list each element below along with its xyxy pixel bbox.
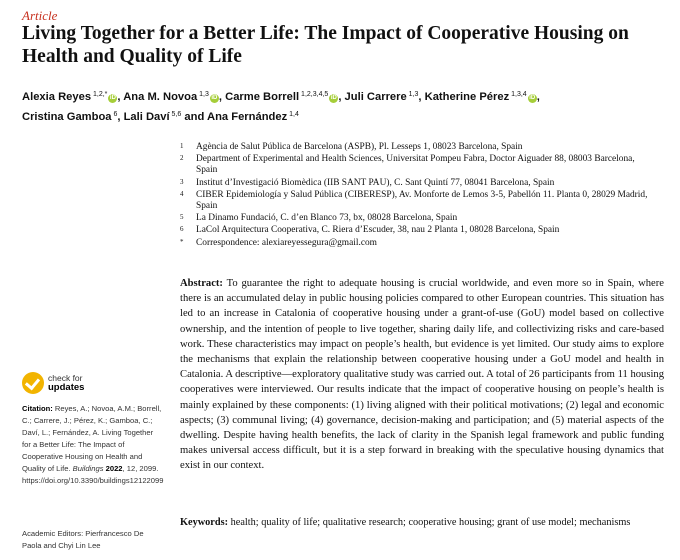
author-list xyxy=(22,86,662,126)
affiliation-number: 1 xyxy=(180,142,184,150)
affiliation-item xyxy=(180,178,650,189)
affiliation-text: LaCol Arquitectura Cooperativa, C. Riera d’Escuder, 38, nau 2 Planta 1, 08028 Barcelona, Spain xyxy=(196,225,560,236)
citation-block xyxy=(22,403,164,487)
author-separator: , xyxy=(117,111,124,123)
author-affiliation-marker: 1,3 xyxy=(406,91,419,98)
article-title: Living Together for a Better Life: The Impact of Cooperative Housing on Health and Quality of Life xyxy=(22,23,629,67)
check-updates-line2: updates xyxy=(48,382,85,393)
affiliation-text: La Dinamo Fundació, C. d’en Blanco 73, bx, 08028 Barcelona, Spain xyxy=(196,213,458,224)
orcid-icon[interactable]: iD xyxy=(330,95,337,101)
author-name: Lali Daví xyxy=(123,111,170,123)
affiliation-item xyxy=(180,225,650,236)
author-affiliation-marker: 5,6 xyxy=(169,111,182,118)
author-separator: , xyxy=(338,91,345,103)
affiliation-number: 5 xyxy=(180,213,184,222)
affiliation-text: Correspondence: alexiareyessegura@gmail.com xyxy=(196,237,377,248)
citation-text: Reyes, A.; Novoa, A.M.; Borrell, C.; Carrere, J.; Pérez, K.; Gamboa, C.; Daví, L.; Fernández, A. Living Together for a Better Life: The Impact of Cooperative Housing on Health and Quality of Life. xyxy=(22,404,162,473)
author-affiliation-marker: 1,3,4 xyxy=(509,91,527,98)
author-affiliation-marker: 1,3 xyxy=(197,91,209,98)
affiliation-item xyxy=(180,142,650,153)
affiliation-text: Institut d’Investigació Biomèdica (IIB SANT PAU), C. Sant Quintí 77, 08041 Barcelona, Spain xyxy=(196,177,555,188)
citation-journal: Buildings xyxy=(72,464,104,473)
author-affiliation-marker: 1,4 xyxy=(287,111,299,118)
author-separator: and xyxy=(181,111,207,123)
academic-editors: Academic Editors: Pierfrancesco De Paola and Chyi Lin Lee xyxy=(22,529,144,550)
author-separator: , xyxy=(117,91,124,103)
author-affiliation-marker: 1,2,* xyxy=(91,91,108,98)
affiliation-item xyxy=(180,238,650,249)
check-updates-text xyxy=(48,374,84,392)
affiliation-item xyxy=(180,190,650,212)
author-separator: , xyxy=(536,91,540,103)
affiliation-number: 4 xyxy=(180,189,184,198)
keywords-text: health; quality of life; qualitative research; cooperative housing; grant of use model; mechanisms xyxy=(230,517,631,528)
orcid-icon[interactable]: iD xyxy=(211,95,218,101)
keywords-section xyxy=(180,516,670,530)
citation-doi[interactable]: , 12, 2099. https://doi.org/10.3390/buildings12122099 xyxy=(22,464,164,485)
author-name: Juli Carrere xyxy=(344,91,407,103)
affiliation-number: 6 xyxy=(180,225,184,234)
check-updates-line1: check for xyxy=(48,373,83,383)
affiliation-number: 3 xyxy=(180,177,184,186)
article-type-label: Article xyxy=(22,8,58,23)
abstract-section xyxy=(180,276,664,474)
orcid-icon[interactable]: iD xyxy=(109,95,116,101)
author-name: Carme Borrell xyxy=(225,91,300,103)
author-affiliation-marker: 6 xyxy=(111,111,118,118)
author-name: Cristina Gamboa xyxy=(22,111,112,123)
abstract-label: Abstract: xyxy=(180,278,223,289)
citation-year: 2022 xyxy=(105,464,123,473)
author-separator: , xyxy=(418,91,425,103)
author-name: Ana M. Novoa xyxy=(123,91,198,103)
orcid-icon[interactable]: iD xyxy=(529,95,536,101)
check-updates-icon xyxy=(22,372,44,394)
keywords-label: Keywords: xyxy=(180,517,229,528)
affiliation-number: * xyxy=(180,237,184,246)
author-name: Ana Fernández xyxy=(207,111,288,123)
author-name: Alexia Reyes xyxy=(22,91,92,103)
citation-label: Citation: xyxy=(22,404,53,413)
affiliation-item xyxy=(180,154,650,176)
affiliation-text: Agència de Salut Pública de Barcelona (ASPB), Pl. Lesseps 1, 08023 Barcelona, Spain xyxy=(196,142,523,152)
check-for-updates-badge[interactable] xyxy=(22,372,84,394)
author-affiliation-marker: 1,2,3,4,5 xyxy=(299,91,329,98)
author-name: Katherine Pérez xyxy=(424,91,510,103)
author-separator: , xyxy=(218,91,226,103)
abstract-text: To guarantee the right to adequate housing is crucial worldwide, and even more so in Spain, where there is an accumulated delay in public housing policies compared to other European countries. This situation has led to an increase in Catalonia of cooperative housing under a grant-of-use (GoU) model based on collective ownership, and the intention of people to live together, sharing daily life, and collectivizing risks and care-based work. These characteristics may impact on people’s health, but evidence is yet limited. Our study aims to explore the mechanisms that explain the relationship between cooperative housing under a GoU model and health in Catalonia. A descriptive—exploratory qualitative study was carried out. A total of 26 participants from 11 housing cooperatives were interviewed. Our results indicate that the impact of cooperative housing on people’s health is mainly explained by these components: (1) living aligned with their political motivations; (2) legal and economic aspects; (3) communal living; (4) governance, decision-making and participation; and (5) material aspects of the dwelling. Despite having health benefits, the lack of clarity in the Spanish legal framework and public funding makes universal access difficult, but it is a step forward in breaking with the speculative housing dynamics that exist in our context. xyxy=(180,278,664,472)
affiliation-number: 2 xyxy=(180,154,184,163)
affiliation-list xyxy=(180,142,650,250)
affiliation-item xyxy=(180,213,650,224)
affiliation-text: CIBER Epidemiología y Salud Pública (CIBERESP), Av. Monforte de Lemos 3-5, Pabellón 11. Planta 0, 28029 Madrid, Spain xyxy=(196,189,648,212)
affiliation-text: Department of Experimental and Health Sciences, Universitat Pompeu Fabra, Doctor Aiguader 88, 08003 Barcelona, Spain xyxy=(196,154,635,176)
